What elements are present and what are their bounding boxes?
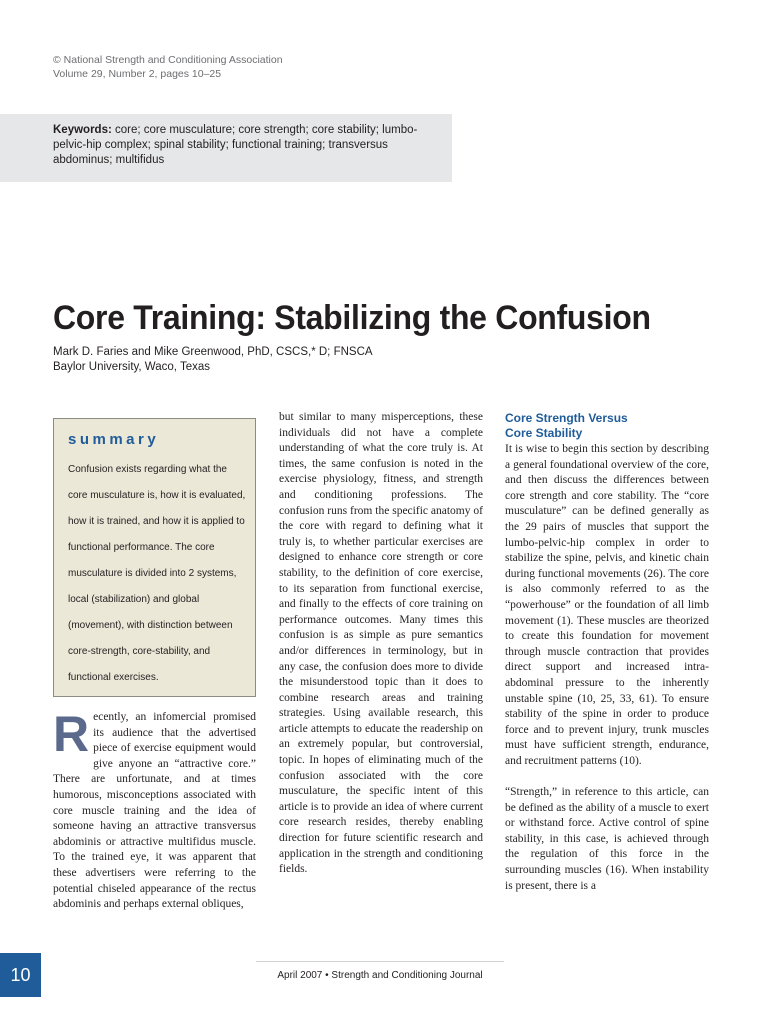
author-block [53, 345, 373, 375]
section-paragraph-1: It is wise to begin this section by describing a general foundational overview of the core, and then discuss the differences between core strength and core stability. The “core musculature” can be defined generally as the 29 pairs of muscles that support the lumbo-pelvic-hip complex in order to stabilize the spine, pelvis, and kinetic chain during functional movements (26). The core is also commonly referred to as the “powerhouse” or the foundation of all limb movement (1). These muscles are theorized to create this foundation for movement through muscle contraction that provides direct support and increased intra-abdominal pressure to the inherently unstable spine (10, 25, 33, 61). To ensure stability of the spine in order to produce force and to prevent injury, trunk muscles must have sufficient strength, endurance, and recruitment patterns (10). [505, 443, 709, 767]
copyright-line: © National Strength and Conditioning Association [53, 54, 283, 66]
summary-title: summary [68, 431, 160, 448]
article-title: Core Training: Stabilizing the Confusion [53, 299, 651, 337]
page-number-box [0, 953, 41, 997]
page-number: 10 [10, 965, 31, 985]
drop-cap: R [53, 706, 90, 762]
authors: Mark D. Faries and Mike Greenwood, PhD, CSCS,* D; FNSCA [53, 346, 373, 358]
paragraph-gap [505, 769, 709, 785]
publication-meta [53, 53, 283, 81]
summary-box [53, 418, 256, 697]
intro-paragraph: ecently, an infomercial promised its audience that the advertised piece of exercise equipment would give anyone an “attractive core.” There are unfortunate, and at times humorous, misconceptions associated with core muscle training and the idea of someone having an attractive transversus abdominis or attractive multifidus muscle. To the trained eye, it was apparent that these advertisers were referring to the potential chiseled appearance of the rectus abdominis and perhaps external obliques, [53, 711, 256, 911]
keywords-box [0, 114, 452, 182]
volume-line: Volume 29, Number 2, pages 10–25 [53, 68, 222, 80]
section-paragraph-2: “Strength,” in reference to this article, can be defined as the ability of a muscle to exert or withstand force. Active control of spine stability, in this case, is achieved through the regulation of this force in the surrounding muscles (16). When instability is present, there is a [505, 786, 709, 892]
body-column-3 [505, 442, 709, 894]
running-footer: April 2007 • Strength and Conditioning Journal [277, 970, 483, 981]
section-heading-line-1: Core Strength Versus [505, 411, 628, 425]
summary-text: Confusion exists regarding what the core musculature is, how it is evaluated, how it is trained, and how it is applied to functional performance. The core musculature is divided into 2 systems, local (stabilization) and global (movement), with distinction between core-strength, core-stability, and functional exercises. [68, 464, 246, 683]
keywords [53, 123, 433, 168]
footer-rule [256, 961, 504, 962]
keywords-text: core; core musculature; core strength; core stability; lumbo-pelvic-hip complex; spinal stability; functional training; transversus abdominus; multifidus [53, 124, 418, 166]
section-heading [505, 411, 709, 441]
keywords-label: Keywords: [53, 124, 112, 136]
affiliation: Baylor University, Waco, Texas [53, 361, 211, 373]
body-column-1 [53, 706, 256, 913]
section-heading-line-2: Core Stability [505, 426, 583, 440]
intro-paragraph-continued: but similar to many misperceptions, these individuals did not have a complete understanding of what the core truly is. At times, the same confusion is noted in the exercise physiology, fitness, and strength and conditioning professions. The confusion runs from the specific anatomy of the core with regard to defining what it truly is, to whether particular exercises are designed to enhance core strength or core stability, to the definition of core exercise, to its separation from functional exercise, and finally to the effects of core training on performance outcomes. Many times this confusion is as simple as pure semantics and/or differences in terminology, but in any case, the confusion does more to divide the misunderstood topic than it does to combine research areas and training strategies. Using available research, this article attempts to educate the readership on an extremely popular, but controversial, topic. In hopes of eliminating much of the confusion associated with the core musculature, the specific intent of this article is to provide an idea of where current core research resides, thereby enabling direction for future scientific research and application in the strength and conditioning fields. [279, 411, 483, 876]
body-column-2 [279, 410, 483, 878]
